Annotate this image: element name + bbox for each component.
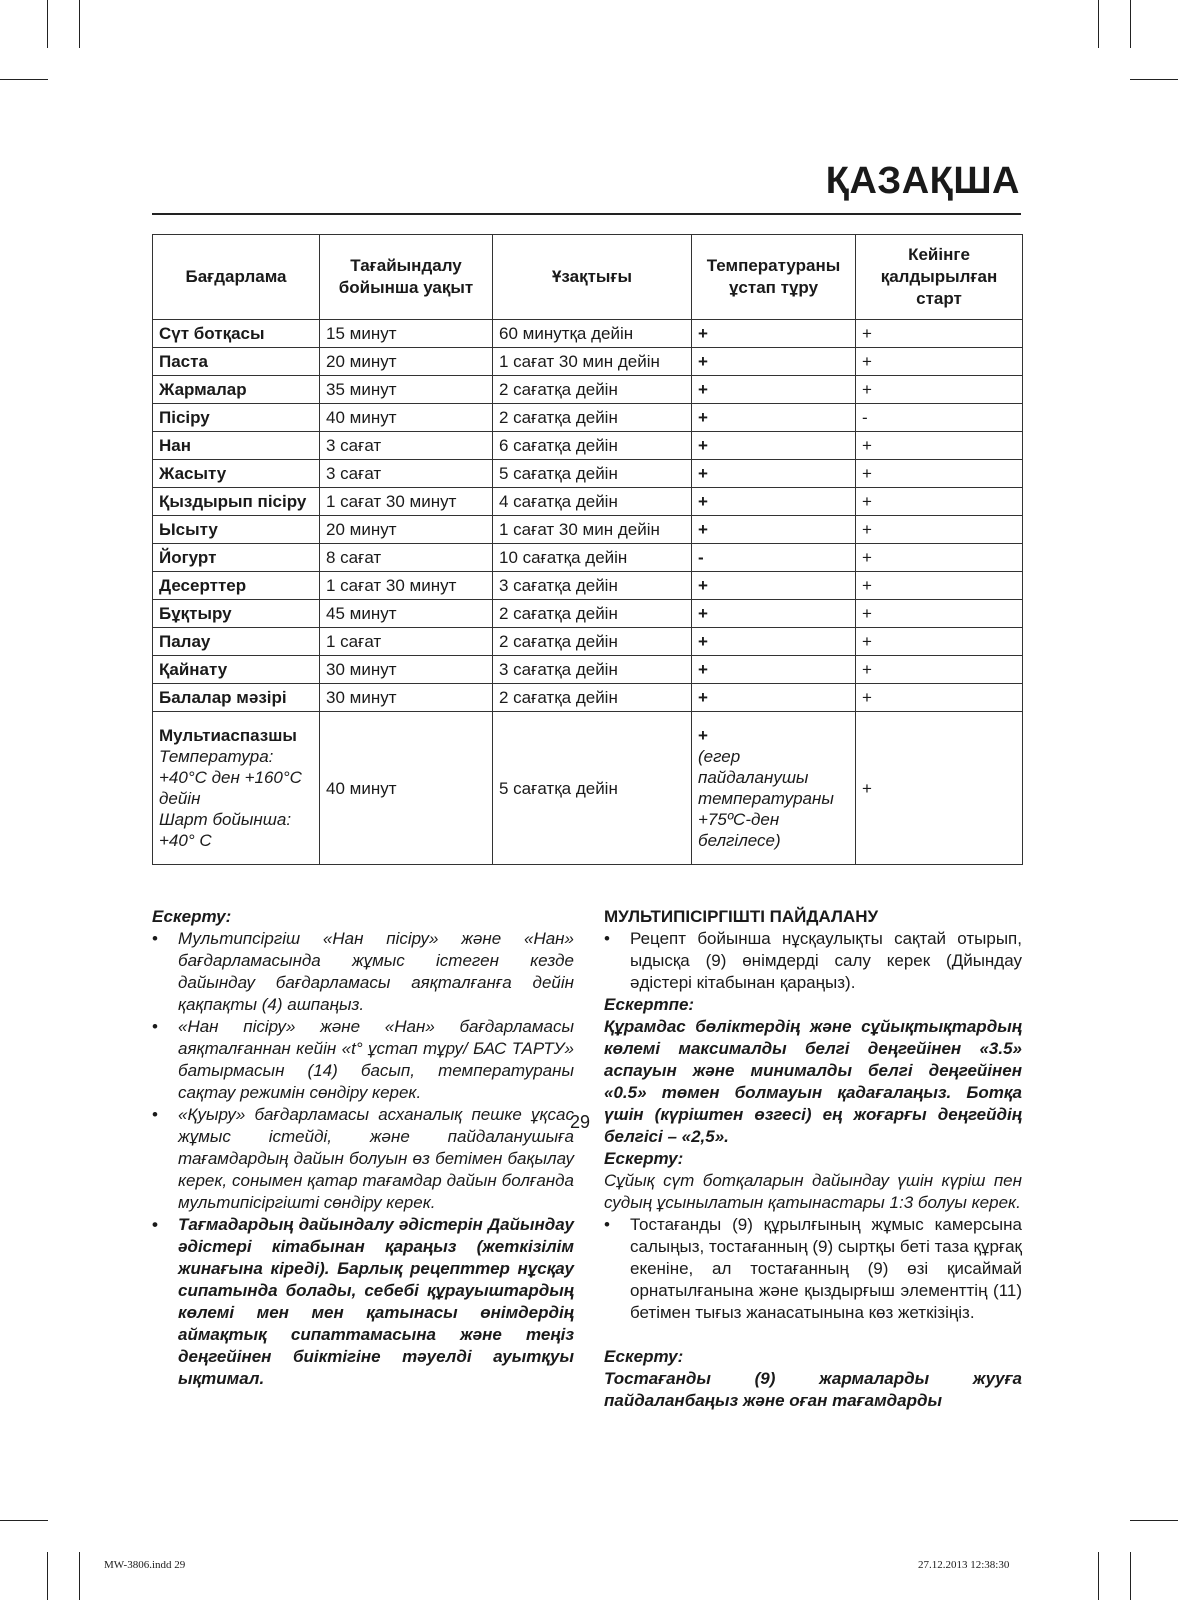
note-text: Тостағанды (9) жармаларды жууға пайдаланбаңыз және оған тағамдарды: [604, 1369, 1022, 1410]
left-column: [152, 906, 574, 1390]
program-detail-line: дейін: [159, 789, 201, 808]
crop-mark: [79, 1552, 80, 1600]
right-column: [604, 906, 1022, 1412]
duration-cell: 2 сағатқа дейін: [493, 628, 692, 656]
duration-cell: 2 сағатқа дейін: [493, 404, 692, 432]
time-cell: 30 минут: [320, 656, 493, 684]
duration-cell: 6 сағатқа дейін: [493, 432, 692, 460]
table-body: [153, 320, 1023, 712]
table-row: [153, 628, 1023, 656]
delay-start-cell: +: [856, 572, 1023, 600]
delay-start-cell: +: [856, 712, 1023, 865]
program-cell: Жасыту: [153, 460, 320, 488]
time-cell: 30 минут: [320, 684, 493, 712]
delay-start-cell: +: [856, 628, 1023, 656]
table-row: [153, 544, 1023, 572]
crop-mark: [1130, 79, 1178, 80]
delay-start-cell: +: [856, 656, 1023, 684]
time-cell: 1 сағат 30 минут: [320, 572, 493, 600]
list-item: • Рецепт бойынша нұсқаулықты сақтай отырып, ыдысқа (9) өнімдерді салу керек (Дйындау әдістері кітабынан қараңыз).: [604, 929, 1022, 992]
duration-cell: 1 сағат 30 мин дейін: [493, 348, 692, 376]
program-name: Мультиаспазшы: [159, 726, 297, 745]
keep-warm-cell: +: [692, 404, 856, 432]
crop-mark: [1130, 1520, 1178, 1521]
table-row: [153, 432, 1023, 460]
duration-cell: 2 сағатқа дейін: [493, 600, 692, 628]
delay-start-cell: +: [856, 348, 1023, 376]
table-row: [153, 656, 1023, 684]
keep-warm-cell: +: [692, 656, 856, 684]
duration-cell: 3 сағатқа дейін: [493, 656, 692, 684]
time-cell: 35 минут: [320, 376, 493, 404]
list-item-text: «Қуыру» бағдарламасы асханалық пешке ұқсас жұмыс істейді, және пайдаланушыға тағамдардың дайын болуын өз бетімен бақылау керек, сонымен қатар тағамдар дайын болғанда мультипісіргішті сөндіру керек.: [178, 1105, 574, 1212]
list-item-text: Тағмадардың дайындалу әдістерін Дайындау әдістері кітабынан қараңыз (жеткізілім жинағына кіреді). Барлық рецепттер нұсқау сипатында болады, себебі құрауыштардың көлемі мен мен қатынасы өнімдердің аймақтық сипаттамасына және теңіз деңгейінен биіктігіне тәуелді ауытқуы ықтимал.: [178, 1215, 574, 1388]
time-cell: 20 минут: [320, 516, 493, 544]
table-row: [153, 348, 1023, 376]
keep-warm-cell: +: [692, 348, 856, 376]
keep-warm-note-line: (егер: [698, 747, 741, 766]
keep-warm-cell: +: [692, 600, 856, 628]
program-detail-line: +40° С: [159, 831, 212, 850]
table-row: [153, 572, 1023, 600]
list-item-text: Мультипсіргіш «Нан пісіру» және «Нан» бағдарламасында жұмыс істеген кезде дайындау бағдарламасы аяқталғанға дейін қақпақты (4) ашпаңыз.: [178, 929, 574, 1014]
crop-mark: [1098, 0, 1099, 48]
keep-warm-cell: +: [692, 572, 856, 600]
delay-start-cell: +: [856, 516, 1023, 544]
keep-warm-note-line: температураны: [698, 789, 834, 808]
program-cell: Пісіру: [153, 404, 320, 432]
time-cell: 40 минут: [320, 404, 493, 432]
list-item: • Тағмадардың дайындалу әдістерін Дайындау әдістері кітабынан қараңыз (жеткізілім жинағына кіреді). Барлық рецепттер нұсқау сипатында болады, себебі құрауыштардың көлемі мен мен қатынасы өнімдердің аймақтық сипаттамасына және теңіз деңгейінен биіктігіне тәуелді ауытқуы ықтимал.: [152, 1215, 574, 1388]
crop-mark: [47, 1552, 48, 1600]
page-number: 29: [570, 1112, 591, 1132]
header-divider: [152, 213, 1021, 215]
section-title: МУЛЬТИПІСІРГІШТІ ПАЙДАЛАНУ: [604, 907, 879, 926]
program-cell: Қайнату: [153, 656, 320, 684]
duration-cell: 2 сағатқа дейін: [493, 684, 692, 712]
program-cell: Сүт ботқасы: [153, 320, 320, 348]
time-cell: 20 минут: [320, 348, 493, 376]
table-row: [153, 320, 1023, 348]
table-row-multicook: [153, 712, 1023, 865]
table-header-row: [153, 235, 1023, 320]
note-list: [152, 928, 574, 1390]
keep-warm-cell: +: [692, 684, 856, 712]
keep-warm-note-line: +75ºС-ден: [698, 810, 780, 829]
keep-warm-cell: +: [692, 628, 856, 656]
note-text: Сұйық сүт ботқаларын дайындау үшін күріш пен судың ұсынылатын қатынастары 1:3 болуы керек.: [604, 1171, 1022, 1212]
program-cell: Бұқтыру: [153, 600, 320, 628]
time-cell: 8 сағат: [320, 544, 493, 572]
table-row: [153, 488, 1023, 516]
instruction-list: [604, 928, 1022, 994]
duration-cell: 5 сағатқа дейін: [493, 460, 692, 488]
delay-start-cell: -: [856, 404, 1023, 432]
crop-mark: [47, 0, 48, 48]
program-detail-line: +40°С ден +160°С: [159, 768, 302, 787]
crop-mark: [1098, 1552, 1099, 1600]
keep-warm-note-line: пайдаланушы: [698, 768, 809, 787]
list-item-text: Тостағанды (9) құрылғының жұмыс камерсына салыңыз, тостағанның (9) сыртқы беті таза құрғақ екеніне, ал тостағанның (9) өзі қисаймай орнатылғанына және қыздырғыш элементтің (11) бетімен тығыз жанасатынына көз жеткізіңіз.: [630, 1215, 1022, 1322]
note-title: Ескерту:: [604, 1149, 684, 1168]
duration-cell: 3 сағатқа дейін: [493, 572, 692, 600]
table-row: [153, 376, 1023, 404]
column-header: Бағдарлама: [153, 235, 320, 320]
duration-cell: 60 минутқа дейін: [493, 320, 692, 348]
instruction-list: [604, 1214, 1022, 1324]
duration-cell: 5 сағатқа дейін: [493, 712, 692, 865]
keep-warm-cell: +: [692, 488, 856, 516]
column-header: Ұзақтығы: [493, 235, 692, 320]
time-cell: 1 сағат 30 минут: [320, 488, 493, 516]
list-item: • Тостағанды (9) құрылғының жұмыс камерсына салыңыз, тостағанның (9) сыртқы беті таза құрғақ екеніне, ал тостағанның (9) өзі қисаймай орнатылғанына және қыздырғыш элементтің (11) бетімен тығыз жанасатынына көз жеткізіңіз.: [604, 1215, 1022, 1322]
column-header: Тағайындалу бойынша уақыт: [320, 235, 493, 320]
program-cell: Ысыту: [153, 516, 320, 544]
delay-start-cell: +: [856, 544, 1023, 572]
note-title: Ескертпе:: [604, 995, 695, 1014]
delay-start-cell: +: [856, 460, 1023, 488]
program-cell: Балалар мәзірі: [153, 684, 320, 712]
duration-cell: 2 сағатқа дейін: [493, 376, 692, 404]
program-cell: Нан: [153, 432, 320, 460]
keep-warm-cell: +: [692, 432, 856, 460]
keep-warm-cell: +: [692, 376, 856, 404]
time-cell: 45 минут: [320, 600, 493, 628]
time-cell: 15 минут: [320, 320, 493, 348]
program-cell: Палау: [153, 628, 320, 656]
duration-cell: 1 сағат 30 мин дейін: [493, 516, 692, 544]
delay-start-cell: +: [856, 320, 1023, 348]
keep-warm-cell: +: [692, 320, 856, 348]
list-item: • «Нан пісіру» және «Нан» бағдарламасы аяқталғаннан кейін «t° ұстап тұру/ БАС ТАРТУ» батырмасын (14) басып, температураны сақтау режимін сөндіру керек.: [152, 1017, 574, 1102]
keep-warm-cell: [692, 712, 856, 865]
program-cell: Қыздырып пісіру: [153, 488, 320, 516]
time-cell: 40 минут: [320, 712, 493, 865]
footer-file: MW-3806.indd 29: [104, 1559, 186, 1571]
note-text: Құрамдас бөліктердің және сұйықтықтардың көлемі максималды белгі деңгейінен «3.5» аспауын және минималды белгі деңгейінен «0.5» төмен болмауын қадағалаңыз. Ботқа үшін (күріштен өзгесі) ең жоғарғы деңгейдің белгісі – «2,5».: [604, 1017, 1022, 1146]
page-title: ҚАЗАҚША: [825, 160, 1020, 202]
list-item-text: Рецепт бойынша нұсқаулықты сақтай отырып, ыдысқа (9) өнімдерді салу керек (Дйындау әдістері кітабынан қараңыз).: [630, 929, 1022, 992]
crop-mark: [1130, 1552, 1131, 1600]
crop-mark: [0, 1520, 48, 1521]
table-row: [153, 460, 1023, 488]
footer-datetime: 27.12.2013 12:38:30: [918, 1559, 1010, 1571]
program-table: [152, 234, 1023, 865]
time-cell: 3 сағат: [320, 432, 493, 460]
table-row: [153, 404, 1023, 432]
delay-start-cell: +: [856, 376, 1023, 404]
crop-mark: [1130, 0, 1131, 48]
program-detail-line: Температура:: [159, 747, 274, 766]
duration-cell: 4 сағатқа дейін: [493, 488, 692, 516]
program-cell: Жармалар: [153, 376, 320, 404]
table-row: [153, 600, 1023, 628]
program-cell: Десерттер: [153, 572, 320, 600]
program-cell: [153, 712, 320, 865]
keep-warm-note-line: белгілесе): [698, 831, 781, 850]
table-row: [153, 516, 1023, 544]
duration-cell: 10 сағатқа дейін: [493, 544, 692, 572]
time-cell: 3 сағат: [320, 460, 493, 488]
keep-warm-cell: -: [692, 544, 856, 572]
crop-mark: [0, 79, 48, 80]
keep-warm-cell: +: [692, 516, 856, 544]
crop-mark: [79, 0, 80, 48]
program-detail-line: Шарт бойынша:: [159, 810, 292, 829]
column-header: Температураны ұстап тұру: [692, 235, 856, 320]
note-title: Ескерту:: [152, 907, 232, 926]
program-cell: Паста: [153, 348, 320, 376]
note-title: Ескерту:: [604, 1347, 684, 1366]
delay-start-cell: +: [856, 684, 1023, 712]
keep-warm-cell: +: [692, 460, 856, 488]
keep-warm-value: +: [698, 726, 708, 745]
list-item-text: «Нан пісіру» және «Нан» бағдарламасы аяқталғаннан кейін «t° ұстап тұру/ БАС ТАРТУ» батырмасын (14) басып, температураны сақтау режимін сөндіру керек.: [178, 1017, 574, 1102]
delay-start-cell: +: [856, 600, 1023, 628]
time-cell: 1 сағат: [320, 628, 493, 656]
delay-start-cell: +: [856, 432, 1023, 460]
table-row: [153, 684, 1023, 712]
program-cell: Йогурт: [153, 544, 320, 572]
list-item: • Мультипсіргіш «Нан пісіру» және «Нан» бағдарламасында жұмыс істеген кезде дайындау бағдарламасы аяқталғанға дейін қақпақты (4) ашпаңыз.: [152, 929, 574, 1014]
delay-start-cell: +: [856, 488, 1023, 516]
list-item: • «Қуыру» бағдарламасы асханалық пешке ұқсас жұмыс істейді, және пайдаланушыға тағамдардың дайын болуын өз бетімен бақылау керек, сонымен қатар тағамдар дайын болғанда мультипісіргішті сөндіру керек.: [152, 1105, 574, 1212]
column-header: Кейінге қалдырылған старт: [856, 235, 1023, 320]
